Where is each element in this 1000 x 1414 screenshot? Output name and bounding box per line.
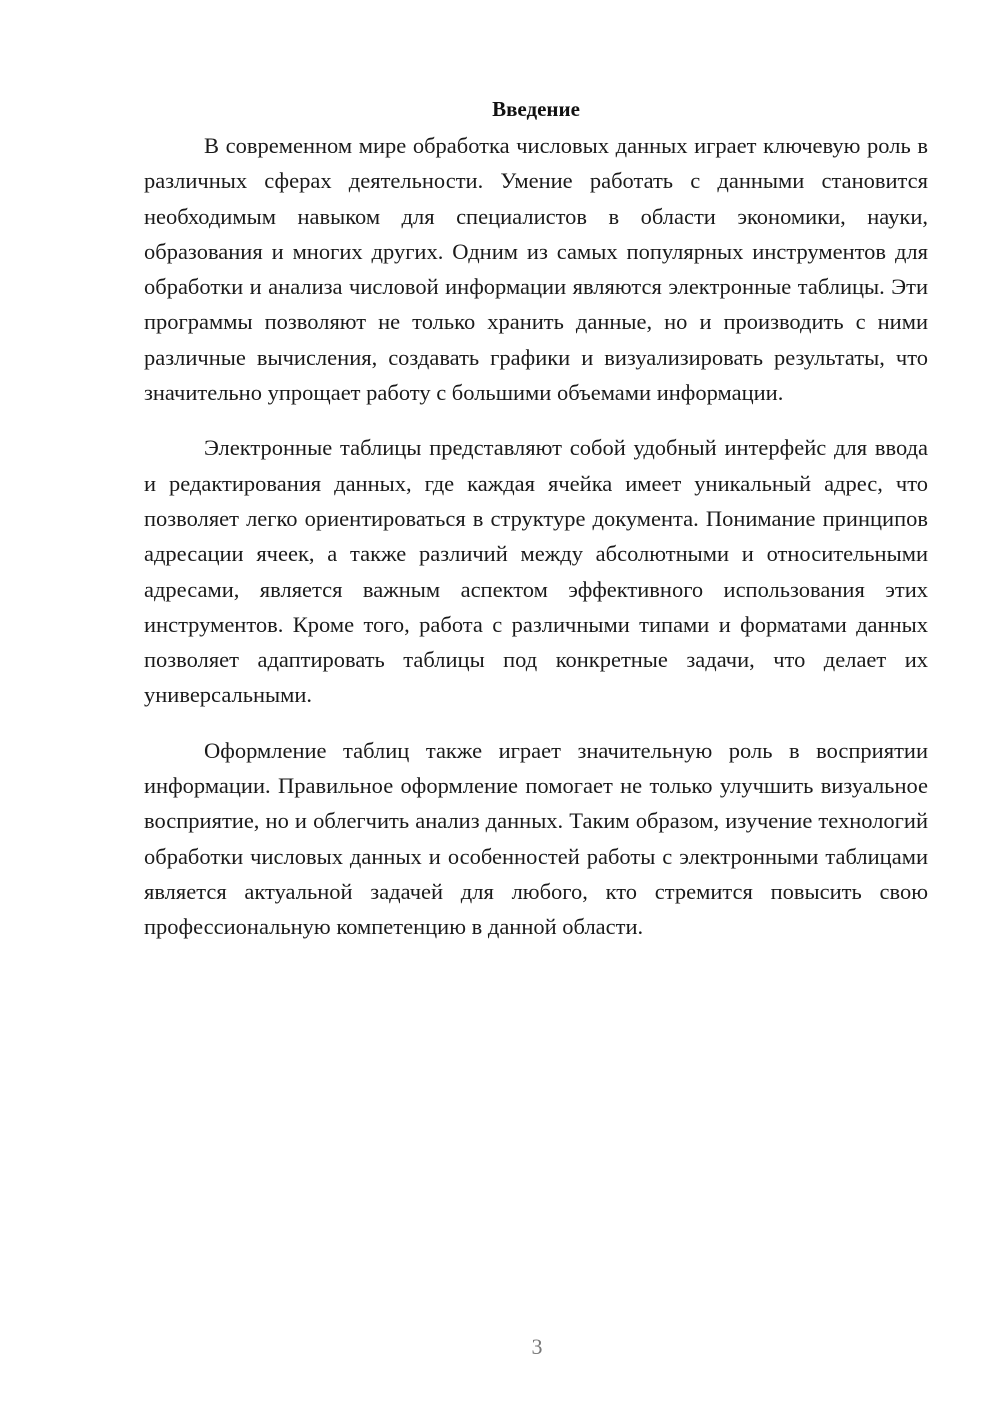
page-content (144, 92, 928, 965)
section-heading: Введение (492, 97, 580, 121)
paragraph-1: В современном мире обработка числовых данных играет ключевую роль в различных сферах деятельности. Умение работать с данными становится необходимым навыком для специалистов в области экономики, науки, образования и многих других. Одним из самых популярных инструментов для обработки и анализа числовой информации являются электронные таблицы. Эти программы позволяют не только хранить данные, но и производить с ними различные вычисления, создавать графики и визуализировать результаты, что значительно упрощает работу с большими объемами информации. (144, 133, 928, 406)
paragraph-3: Оформление таблиц также играет значительную роль в восприятии информации. Правильное оформление помогает не только улучшить визуальное восприятие, но и облегчить анализ данных. Таким образом, изучение технологий обработки числовых данных и особенностей работы с электронными таблицами является актуальной задачей для любого, кто стремится повысить свою профессиональную компетенцию в данной области. (144, 737, 928, 940)
paragraph-2: Электронные таблицы представляют собой удобный интерфейс для ввода и редактирования данных, где каждая ячейка имеет уникальный адрес, что позволяет легко ориентироваться в структуре документа. Понимание принципов адресации ячеек, а также различий между абсолютными и относительными адресами, является важным аспектом эффективного использования этих инструментов. Кроме того, работа с различными типами и форматами данных позволяет адаптировать таблицы под конкретные задачи, что делает их универсальными. (144, 435, 928, 708)
page-number: 3 (531, 1334, 543, 1359)
